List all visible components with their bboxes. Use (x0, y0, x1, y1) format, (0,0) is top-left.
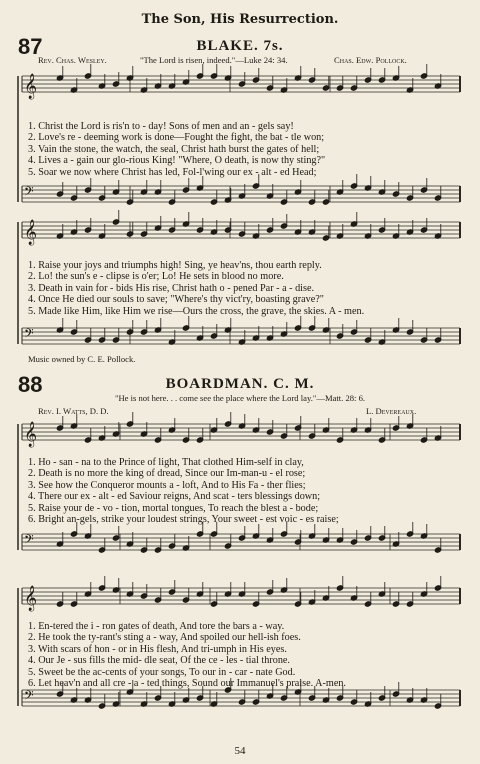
verses-88-top (28, 457, 468, 525)
verses-88-bottom (28, 621, 468, 689)
svg-text:𝄢: 𝄢 (24, 688, 34, 706)
verse-line: 6. Bright an-gels, strike your loudest strings, Your sweet - est voic - es raise; (28, 514, 339, 526)
svg-text:𝄢: 𝄢 (24, 532, 34, 550)
verse-line: 1. Ho - san - na to the Prince of light, That clothed Him-self in clay, (28, 457, 304, 468)
hymn-number: 88 (18, 372, 43, 397)
verse-line: 4. There our ex - alt - ed Saviour reigns, And scat - ters blessings down; (28, 491, 321, 503)
svg-text:𝄢: 𝄢 (24, 326, 34, 344)
hymn-number: 87 (18, 34, 43, 59)
verse-line: 2. Love's re - deeming work is done—Fought the fight, the bat - tle won; (28, 132, 325, 144)
verse-line: 6. Let heav'n and all cre - a - ted things, Sound our Immanuel's praise. A-men. (28, 678, 346, 690)
composer: L. Devereaux. (366, 406, 417, 416)
tune-title: BOARDMAN. C. M. (165, 376, 315, 392)
verse-line: 2. Lo! the sun's e - clipse is o'er; Lo! He sets in blood no more. (28, 271, 284, 283)
copyright-notice: Music owned by C. E. Pollock. (28, 354, 136, 364)
verse-line: 3. See how the Conqueror mounts a - loft, And to His Fa - ther flies; (28, 479, 306, 491)
verse-line: 3. Death in vain for - bids His rise, Christ hath o - pened Par - a - dise. (28, 282, 315, 294)
verse-line: 3. With scars of hon - or in His flesh, And tri-umph in His eyes. (28, 643, 287, 655)
verse-line: 2. Death is no more the king of dread, Since our Im-man-u - el rose; (28, 468, 306, 480)
text-author: Rev. Chas. Wesley. (38, 55, 107, 65)
verse-line: 5. Soar we now where Christ has led, Fol-l'wing our ex - alt - ed Head; (28, 166, 317, 178)
svg-text:𝄢: 𝄢 (24, 184, 34, 202)
verse-line: 5. Sweet be the ac-cents of your songs, To our in - car - nate God. (28, 666, 296, 678)
verse-line: 4. Once He died our souls to save; "Where's thy vict'ry, boasting grave?" (28, 294, 324, 306)
verse-line: 2. He took the ty-rant's sting a - way, And spoiled our hell-ish foes. (28, 632, 301, 644)
verses-87-top (28, 121, 468, 178)
verses-87-bottom (28, 260, 468, 317)
verse-line: 4. Lives a - gain our glo-rious King! "Where, O death, is now thy sting?" (28, 155, 326, 167)
scripture-reference: "The Lord is risen, indeed."—Luke 24: 34. (140, 55, 288, 65)
text-author: Rev. I. Watts, D. D. (38, 406, 109, 416)
svg-text:𝄞: 𝄞 (24, 586, 38, 611)
svg-text:𝄞: 𝄞 (24, 220, 38, 245)
svg-text:𝄞: 𝄞 (24, 422, 38, 447)
verse-line: 5. Raise your de - vo - tion, mortal tongues, To reach the blest a - bode; (28, 502, 319, 514)
composer: Chas. Edw. Pollock. (334, 55, 407, 65)
page-number: 54 (234, 745, 246, 757)
verse-line: 1. Christ the Lord is ris'n to - day! Sons of men and an - gels say! (28, 121, 294, 132)
verse-line: 5. Made like Him, like Him we rise—Ours the cross, the grave, the skies. A - men. (28, 305, 365, 317)
verse-line: 3. Vain the stone, the watch, the seal, Christ hath burst the gates of hell; (28, 143, 320, 155)
scripture-reference: "He is not here. . . come see the place where the Lord lay."—Matt. 28: 6. (114, 393, 366, 403)
page-header: The Son, His Resurrection. (141, 12, 339, 27)
verse-line: 4. Our Je - sus fills the mid- dle seat, Of the ce - les - tial throne. (28, 655, 290, 667)
verse-line: 1. Raise your joys and triumphs high! Sing, ye heav'ns, thou earth reply. (28, 260, 322, 271)
svg-text:𝄞: 𝄞 (24, 74, 38, 99)
verse-line: 1. En-tered the i - ron gates of death, And tore the bars a - way. (28, 621, 285, 632)
tune-title: BLAKE. 7s. (196, 38, 284, 54)
